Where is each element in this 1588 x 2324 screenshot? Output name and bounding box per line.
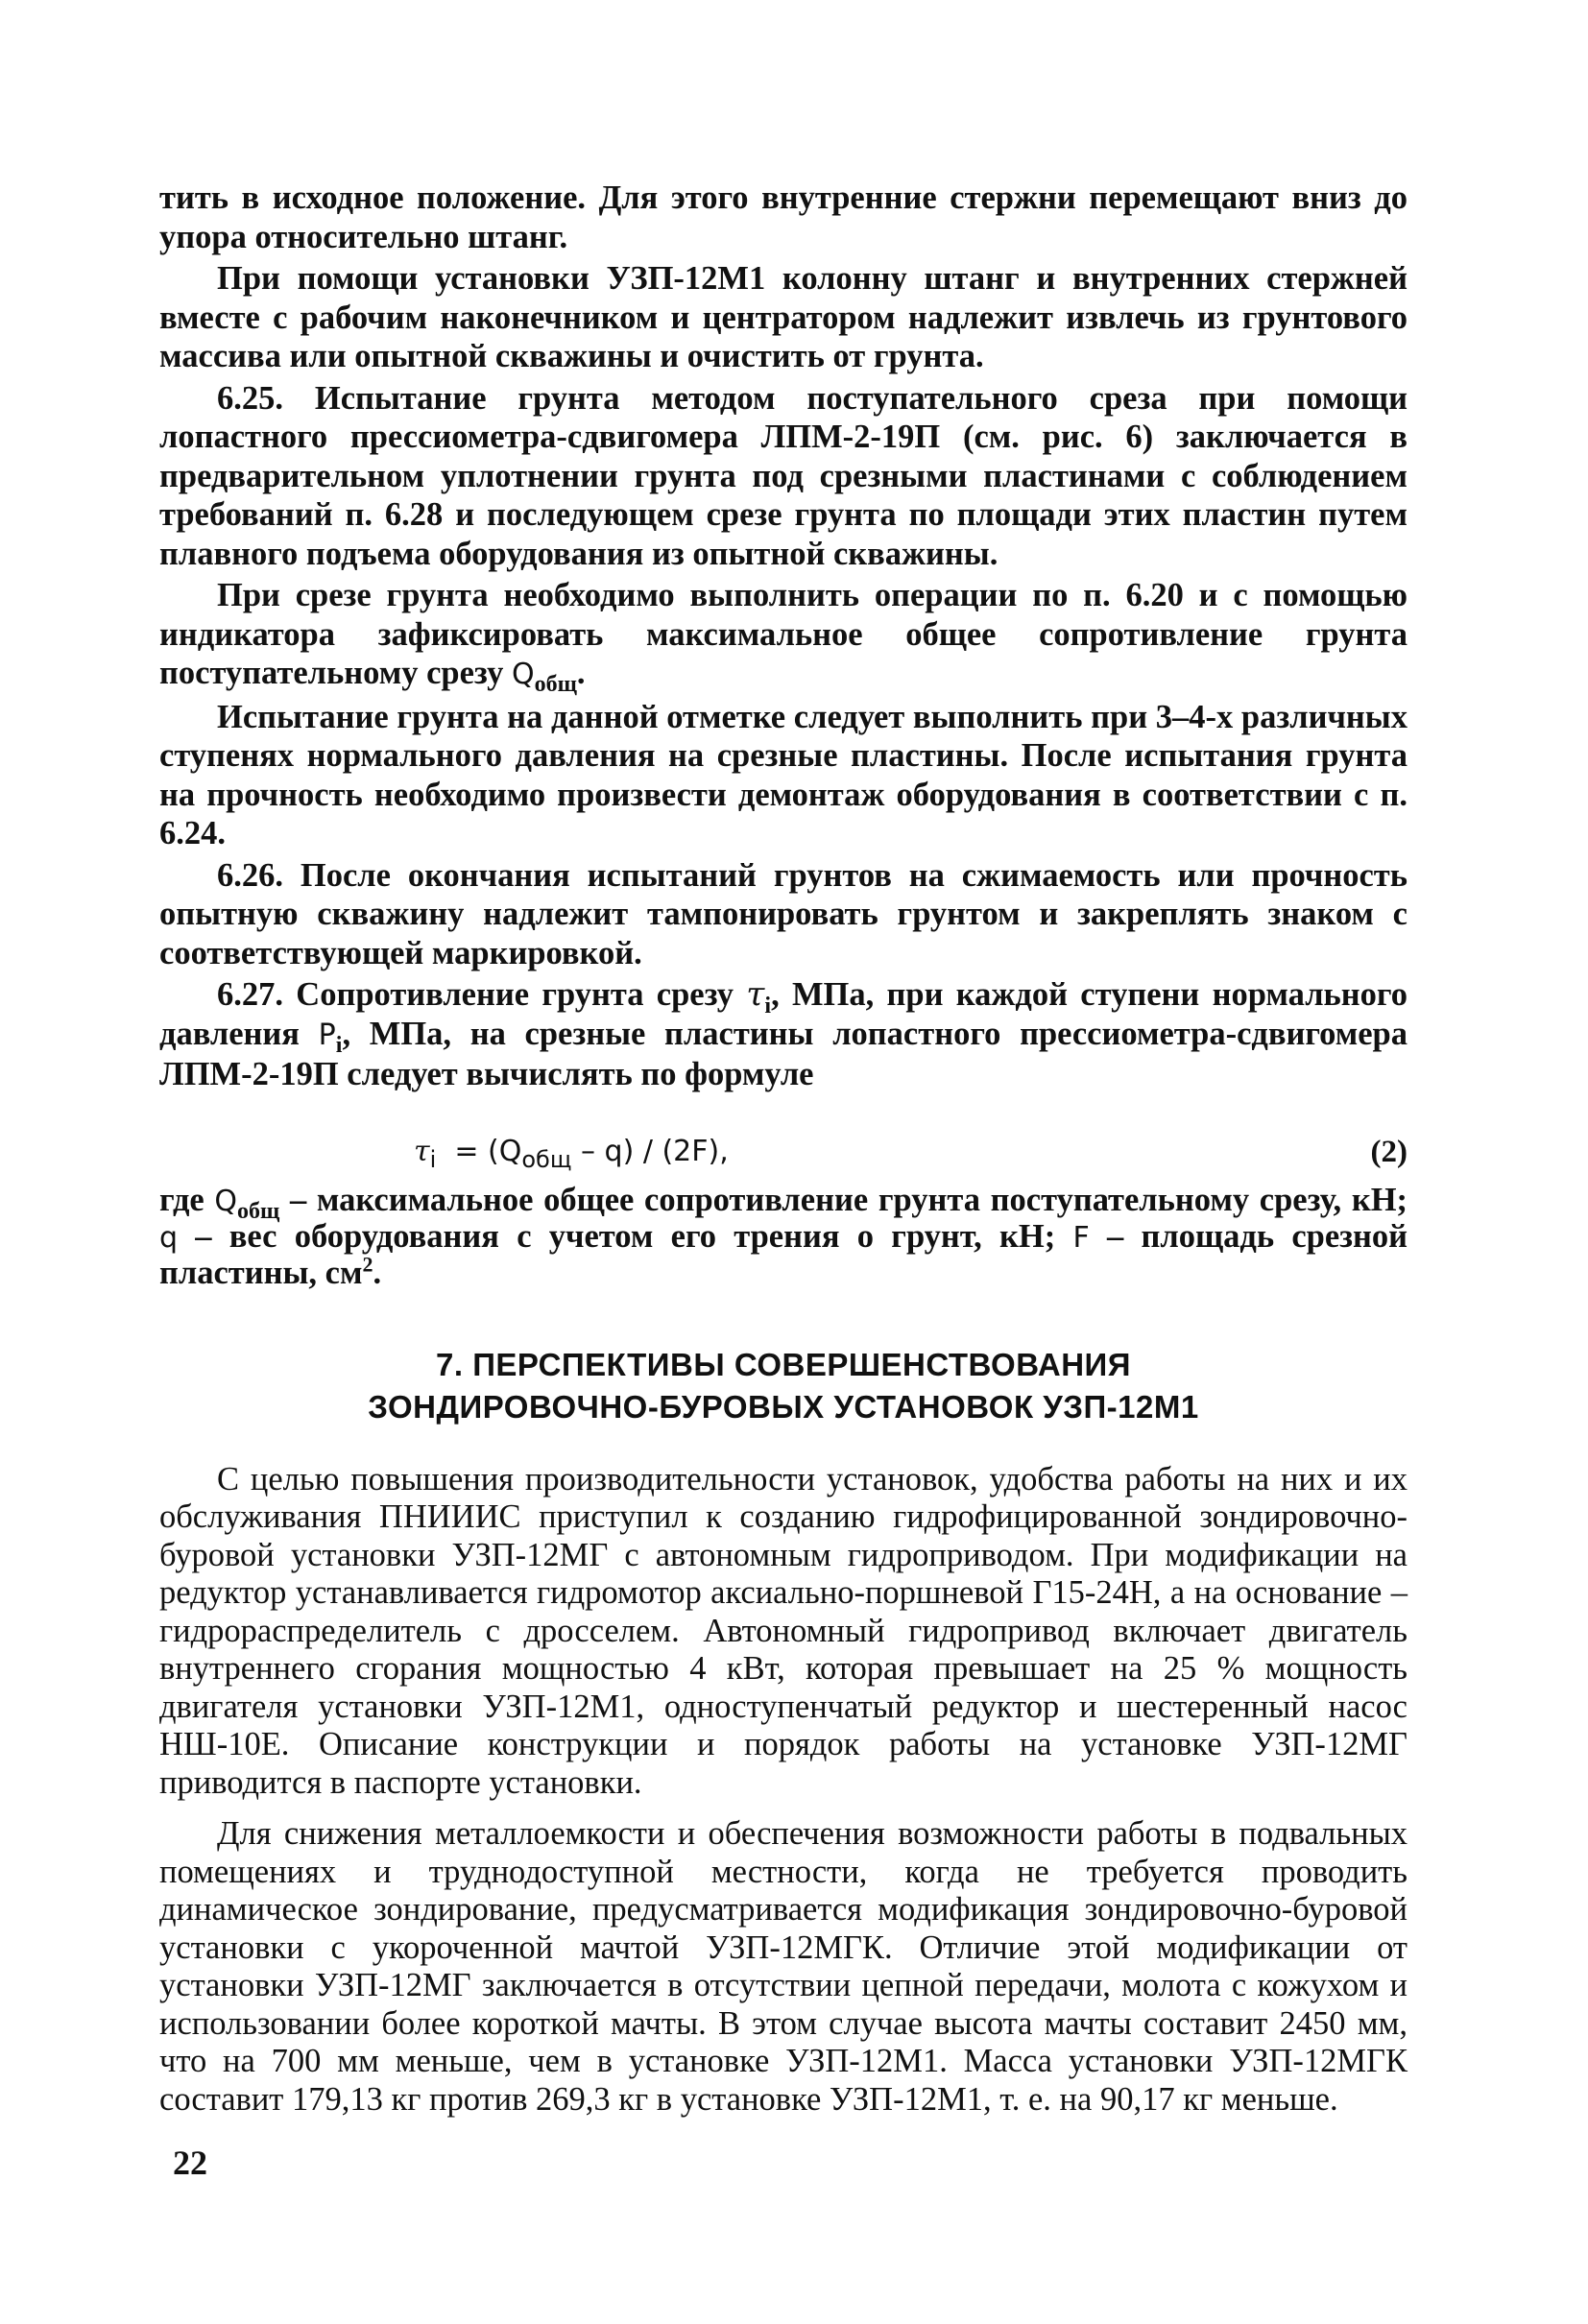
- symbol-q-small: q: [159, 1220, 179, 1255]
- clause-number: 6.25.: [217, 379, 283, 417]
- document-page: [159, 179, 1408, 2119]
- legend-text: где: [159, 1181, 205, 1218]
- section7-paragraph-1: С целью повышения производительности установок, удобства работы на них и их обслуживания ПНИИИС приступил к созданию гидрофицированной зондировочно-буровой установки УЗП-12МГ с автономным гидроприводом. При модификации на редуктор устанавливается гидромотор аксиально-поршневой Г15-24Н, а на основание – гидрораспределитель с дросселем. Автономный гидропривод включает двигатель внутреннего сгорания мощностью 4 кВт, которая превышает на 25 % мощность двигателя установки УЗП-12М1, одноступенчатый редуктор и шестеренный насос НШ-10Е. Описание конструкции и порядок работы на установке УЗП-12МГ приводится в паспорте установки.: [159, 1460, 1408, 1801]
- legend-text: – максимальное общее сопротивление грунта поступательному срезу, кН;: [289, 1181, 1408, 1218]
- equation-number: (2): [1370, 1134, 1408, 1169]
- symbol-q: Q: [214, 1184, 238, 1218]
- symbol-p: P: [318, 1018, 336, 1052]
- paragraph-6-27: [159, 975, 1408, 1094]
- legend-text: – площадь срезной пластины, см: [159, 1217, 1408, 1291]
- section-heading: [159, 1344, 1408, 1428]
- paragraph-6-26: [159, 856, 1408, 973]
- paragraph-text: При срезе грунта необходимо выполнить операции по п. 6.20 и с помощью индикатора зафиксировать максимальное общее сопротивление грунта поступательному срезу: [159, 577, 1408, 691]
- paragraph-text: Сопротивление грунта срезу: [296, 976, 734, 1013]
- paragraph-6-25-steps: Испытание грунта на данной отметке следует выполнить при 3–4-х различных ступенях нормального давления на срезные пластины. После испытания грунта на прочность необходимо произвести демонтаж оборудования в соответствии с п. 6.24.: [159, 698, 1408, 851]
- formula-subscript: i: [429, 1145, 437, 1173]
- formula-rest: – q) / (2F),: [581, 1134, 729, 1168]
- formula-expression: [414, 1133, 729, 1172]
- symbol-tau: τ: [746, 975, 765, 1014]
- formula-2: [159, 1133, 1408, 1179]
- paragraph-text: , МПа, на срезные пластины лопастного прессиометра-сдвигомера ЛПМ-2-19П следует вычислять по формуле: [159, 1015, 1408, 1092]
- symbol-q: Q: [511, 658, 535, 691]
- formula-subscript: общ: [521, 1145, 572, 1173]
- clause-number: 6.27.: [217, 976, 283, 1013]
- clause-number: 6.26.: [217, 856, 283, 894]
- paragraph-text: После окончания испытаний грунтов на сжимаемость или прочность опытную скважину надлежит тампонировать грунтом и закреплять знаком с соответствующей маркировкой.: [159, 856, 1408, 971]
- section7-paragraph-2: Для снижения металлоемкости и обеспечения возможности работы в подвальных помещениях и труднодоступной местности, когда не требуется проводить динамическое зондирование, предусматривается модификация зондировочно-буровой установки с укороченной мачтой УЗП-12МГК. Отличие этой модификации от установки УЗП-12МГ заключается в отсутствии цепной передачи, молота с кожухом и использовании более короткой мачты. В этом случае высота мачты составит 2450 мм, что на 700 мм меньше, чем в установке УЗП-12М1. Масса установки УЗП-12МГК составит 179,13 кг против 269,3 кг в установке УЗП-12М1, т. е. на 90,17 кг меньше.: [159, 1815, 1408, 2118]
- heading-line-2: ЗОНДИРОВОЧНО-БУРОВЫХ УСТАНОВОК УЗП-12М1: [368, 1388, 1199, 1425]
- symbol-subscript: общ: [534, 671, 577, 697]
- heading-line-1: 7. ПЕРСПЕКТИВЫ СОВЕРШЕНСТВОВАНИЯ: [436, 1346, 1131, 1382]
- page-number: 22: [173, 2144, 207, 2182]
- legend-text: .: [373, 1254, 382, 1291]
- symbol-f: F: [1072, 1220, 1090, 1255]
- paragraph-text: Испытание грунта методом поступательного среза при помощи лопастного прессиометра-сдвигомера ЛПМ-2-19П (см. рис. 6) заключается в предварительном уплотнении грунта под срезными пластинами с соблюдением требований п. 6.28 и последующем срезе грунта по площади этих пластин путем плавного подъема оборудования из опытной скважины.: [159, 379, 1408, 572]
- sentence-end: .: [576, 655, 586, 691]
- paragraph-6-25-shear: [159, 576, 1408, 695]
- legend-text: – вес оборудования с учетом его трения о грунт, кН;: [195, 1217, 1056, 1255]
- symbol-subscript: i: [764, 993, 772, 1018]
- paragraph-6-25: [159, 379, 1408, 574]
- symbol-subscript: i: [335, 1032, 343, 1058]
- formula-tau: τ: [414, 1134, 430, 1168]
- superscript: 2: [362, 1252, 373, 1276]
- formula-eq: = (Q: [454, 1134, 522, 1168]
- symbol-subscript: общ: [237, 1198, 280, 1224]
- paragraph-text: , МПа, при каждой ступени нормального давления: [159, 976, 1408, 1052]
- paragraph-continuation: тить в исходное положение. Для этого внутренние стержни перемещают вниз до упора относительно штанг.: [159, 180, 1408, 255]
- paragraph-extraction: При помощи установки УЗП-12М1 колонну штанг и внутренних стержней вместе с рабочим наконечником и центратором надлежит извлечь из грунтового массива или опытной скважины и очистить от грунта.: [159, 260, 1408, 374]
- formula-legend: [159, 1183, 1408, 1290]
